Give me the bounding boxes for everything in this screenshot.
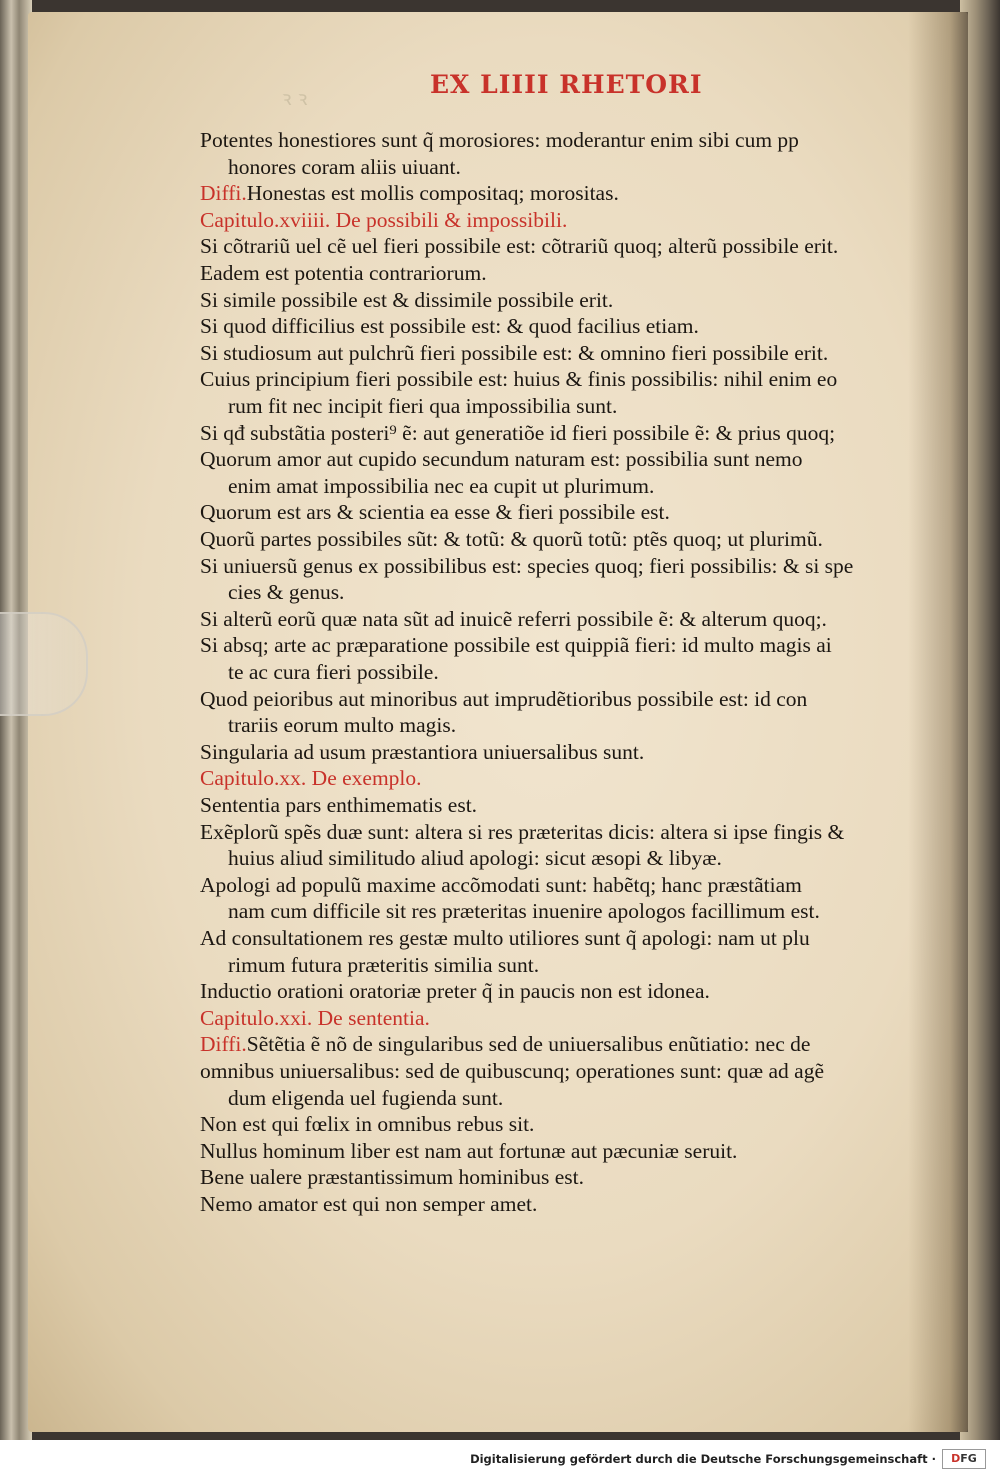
text-line: Exẽplorũ spẽs duæ sunt: altera si res præteritas dicis: altera si ipse fingis &: [200, 819, 845, 844]
text-line: Eadem est potentia contrariorum.: [200, 261, 487, 285]
page-clip: [0, 612, 88, 716]
text-line: te ac cura fieri possibile.: [228, 660, 439, 684]
definition-label: Diffi.: [200, 181, 247, 206]
text-line: honores coram aliis uiuant.: [228, 154, 461, 179]
chapter-heading: Capitulo.xx. De exemplo.: [200, 766, 422, 791]
text-line: Singularia ad usum præstantiora uniuersalibus sunt.: [200, 739, 645, 764]
line-text: Honestas est mollis compositaq; morositas.: [246, 181, 619, 206]
text-line: Quorum amor aut cupido secundum naturam est: possibilia sunt nemo: [200, 447, 803, 472]
text-line: cies & genus.: [228, 580, 345, 605]
text-line: enim amat impossibilia nec ea cupit ut plurimum.: [228, 473, 655, 498]
text-line: Si quod difficilius est possibile est: & quod facilius etiam.: [200, 314, 699, 339]
text-line: dum eligenda uel fugienda sunt.: [228, 1085, 504, 1110]
text-line: trariis eorum multo magis.: [228, 713, 457, 738]
chapter-heading: Capitulo.xxi. De sententia.: [200, 1005, 430, 1030]
text-line: Si simile possibile est & dissimile possibile erit.: [200, 287, 614, 312]
line-text: Sẽtẽtia ẽ nõ de singularibus sed de uniuersalibus enũtiatio: nec de: [246, 1032, 811, 1057]
text-line: Nemo amator est qui non semper amet.: [200, 1192, 538, 1216]
text-line: Si cõtrariũ uel cẽ uel fieri possibile est: cõtrariũ quoq; alterũ possibile erit.: [200, 234, 839, 259]
definition-label: Diffi.: [200, 1032, 247, 1057]
text-line: Potentes honestiores sunt q̃ morosiores: moderantur enim sibi cum pp: [200, 128, 799, 152]
text-line: [200, 1032, 810, 1057]
text-line: Si alterũ eorũ quæ nata sũt ad inuicẽ referri possibile ẽ: & alterum quoq;.: [200, 606, 827, 631]
text-line: Si studiosum aut pulchrũ fieri possibile est: & omnino fieri possibile erit.: [200, 340, 829, 365]
chapter-heading: Capitulo.xviiii. De possibili & impossibili.: [200, 207, 568, 232]
text-line: Cuius principium fieri possibile est: huius & finis possibilis: nihil enim eo: [200, 367, 838, 392]
text-line: Quorũ partes possibiles sũt: & totũ: & quorũ totũ: ptẽs quoq; ut plurimũ.: [200, 527, 823, 551]
footer-credit: Digitalisierung gefördert durch die Deutsche Forschungsgemeinschaft ·: [470, 1452, 936, 1466]
digitization-footer: [0, 1440, 1000, 1478]
text-line: nam cum difficile sit res præteritas inuenire apologos facillimum est.: [228, 899, 820, 924]
text-line: omnibus uniuersalibus: sed de quibuscunq; operationes sunt: quæ ad agẽ: [200, 1059, 825, 1083]
dfg-logo: DFG: [942, 1449, 986, 1469]
text-line: Si uniuersũ genus ex possibilibus est: species quoq; fieri possibilis: & si spe: [200, 553, 854, 578]
text-line: Non est qui fœlix in omnibus rebus sit.: [200, 1112, 535, 1137]
text-line: rimum futura præteritis similia sunt.: [228, 952, 540, 977]
text-line: Bene ualere præstantissimum hominibus est.: [200, 1165, 584, 1190]
text-line: Sententia pars enthimematis est.: [200, 793, 478, 817]
text-line: Apologi ad populũ maxime accõmodati sunt: habẽtq; hanc præstãtiam: [200, 872, 802, 897]
page-gutter: [908, 12, 968, 1432]
text-line: [200, 181, 619, 206]
text-line: Inductio orationi oratoriæ preter q̃ in paucis non est idonea.: [200, 979, 710, 1004]
faint-folio-mark: ꝛ ꝛ: [282, 86, 308, 110]
running-title: EX LIIII RHETORI: [430, 70, 703, 99]
text-line: Nullus hominum liber est nam aut fortunæ aut pæcuniæ seruit.: [200, 1138, 738, 1163]
text-line: rum fit nec incipit fieri qua impossibilia sunt.: [228, 394, 618, 418]
text-line: Quorum est ars & scientia ea esse & fieri possibile est.: [200, 500, 670, 525]
text-line: Ad consultationem res gestæ multo utiliores sunt q̃ apologi: nam ut plu: [200, 926, 810, 950]
text-line: Si qđ substãtia posteri⁹ ẽ: aut generatiõe id fieri possibile ẽ: & prius quoq;: [200, 420, 836, 445]
text-line: Quod peioribus aut minoribus aut imprudẽtioribus possibile est: id con: [200, 686, 808, 711]
text-line: Si absq; arte ac præparatione possibile est quippiã fieri: id multo magis ai: [200, 633, 832, 658]
text-line: huius aliud similitudo aliud apologi: sicut æsopi & libyæ.: [228, 846, 722, 871]
